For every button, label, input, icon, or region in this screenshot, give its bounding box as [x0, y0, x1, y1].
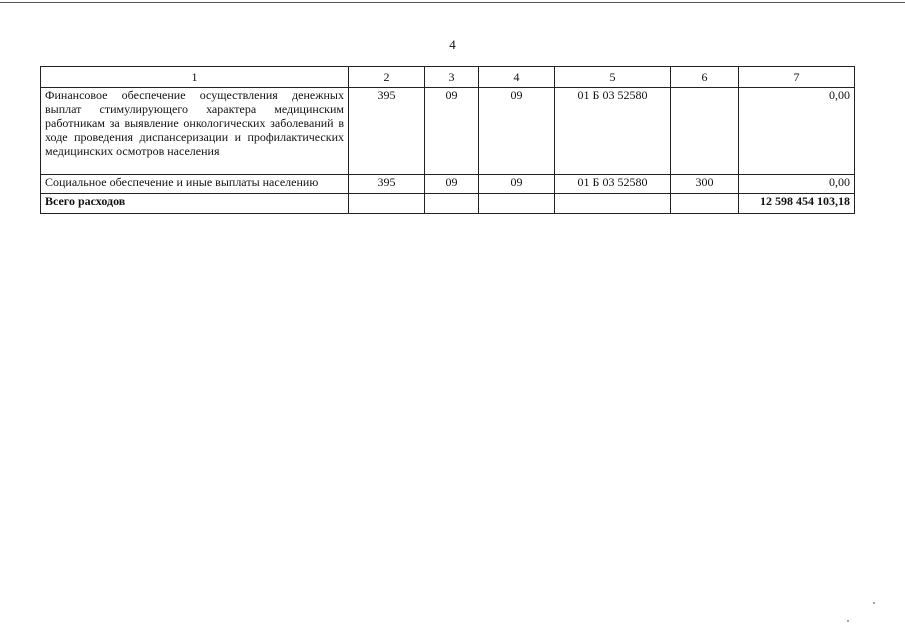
page-top-rule: [0, 2, 905, 3]
expense-name-cell: [41, 175, 349, 194]
table-cell: 300: [671, 175, 739, 194]
column-header: 5: [555, 67, 671, 88]
total-row: [41, 194, 855, 214]
table-row: [41, 88, 855, 175]
table-cell: 09: [479, 88, 555, 175]
expense-name-cell: [41, 88, 349, 175]
column-header: 4: [479, 67, 555, 88]
page-number: 4: [449, 37, 456, 52]
expense-name: Социальное обеспечение и иные выплаты населению: [45, 175, 319, 189]
total-amount: 12 598 454 103,18: [739, 194, 855, 214]
amount-cell: 0,00: [739, 175, 855, 194]
table-row: [41, 175, 855, 194]
table-cell: [671, 88, 739, 175]
table-cell: 09: [479, 175, 555, 194]
table-cell: [425, 194, 479, 214]
column-header: 6: [671, 67, 739, 88]
expense-name: Финансовое обеспечение осуществления денежных выплат стимулирующего характера медицинским работникам за выявление онкологических заболеваний в ходе проведения диспансеризации и профилактических медицинских осмотров населения: [45, 88, 344, 158]
amount-cell: 0,00: [739, 88, 855, 175]
scan-speck: [847, 620, 849, 622]
table-cell: [479, 194, 555, 214]
table-cell: 01 Б 03 52580: [555, 175, 671, 194]
column-header: 7: [739, 67, 855, 88]
column-header: 3: [425, 67, 479, 88]
table-cell: 09: [425, 175, 479, 194]
total-label: Всего расходов: [41, 194, 349, 214]
column-header: 2: [349, 67, 425, 88]
scan-speck: [873, 602, 875, 604]
column-header: 1: [41, 67, 349, 88]
table-cell: 395: [349, 175, 425, 194]
table-cell: [555, 194, 671, 214]
budget-table: [40, 66, 855, 214]
table-cell: 01 Б 03 52580: [555, 88, 671, 175]
table-cell: 395: [349, 88, 425, 175]
table-cell: 09: [425, 88, 479, 175]
table-header-row: [41, 67, 855, 88]
table-cell: [349, 194, 425, 214]
table-cell: [671, 194, 739, 214]
